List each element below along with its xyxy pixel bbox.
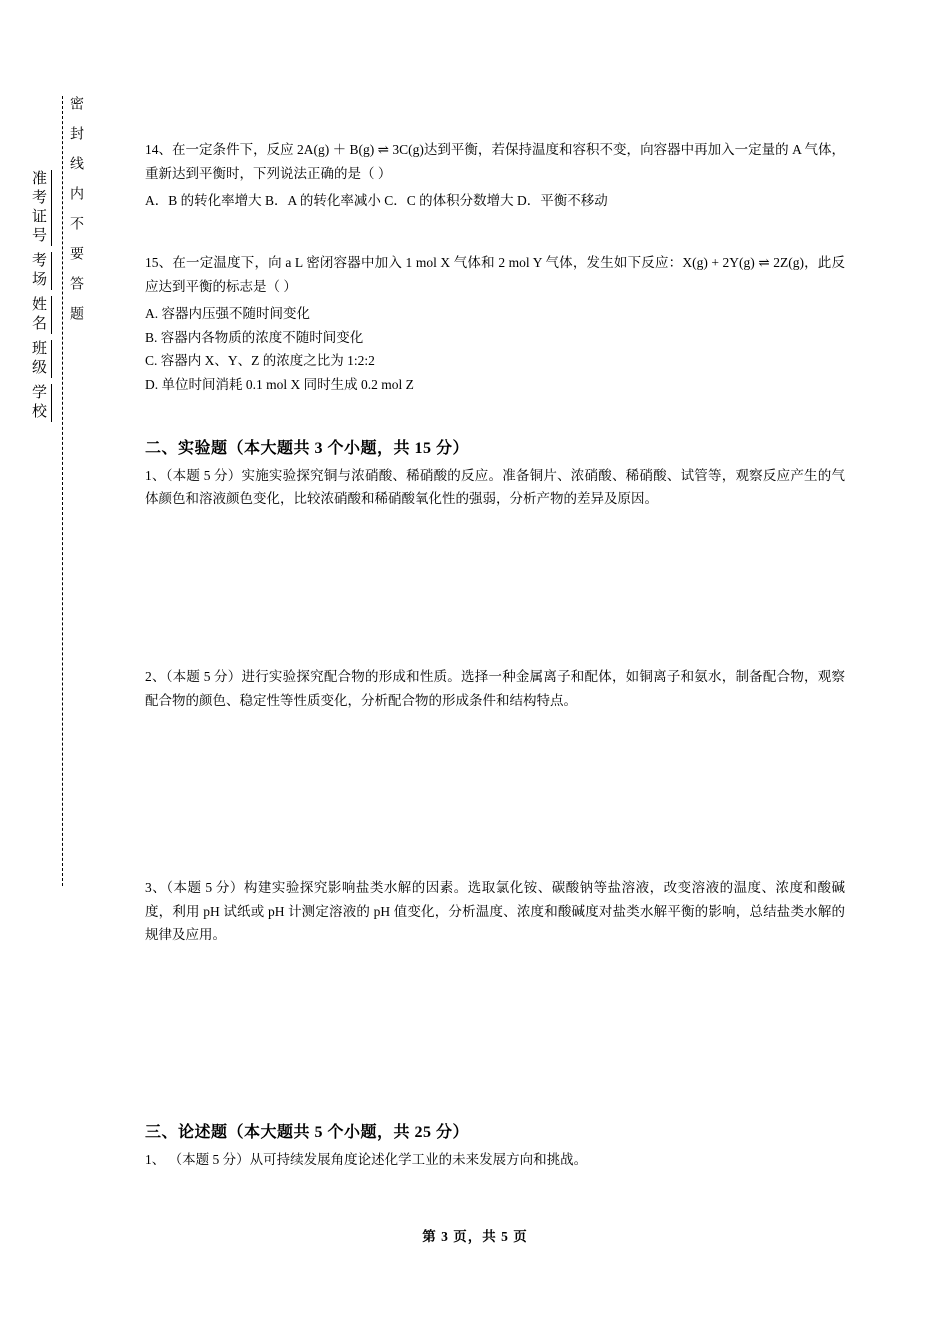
question-15 xyxy=(145,251,845,397)
left-margin-area xyxy=(0,0,145,1344)
question-14-options: A．B 的转化率增大 B．A 的转化率减小 C．C 的体积分数增大 D．平衡不移动 xyxy=(145,193,608,209)
answer-space-2-2[interactable] xyxy=(145,716,845,876)
question-15-option-a: A. 容器内压强不随时间变化 xyxy=(145,306,310,322)
question-15-option-d: D. 单位时间消耗 0.1 mol X 同时生成 0.2 mol Z xyxy=(145,377,414,392)
field-exam-room: 考场 xyxy=(28,252,52,290)
question-15-option-c: C. 容器内 X、Y、Z 的浓度之比为 1:2:2 xyxy=(145,353,375,369)
field-class: 班级 xyxy=(28,340,52,378)
section-two-item-1: 1、（本题 5 分）实施实验探究铜与浓硝酸、稀硝酸的反应。准备铜片、浓硝酸、稀硝酸、试管等，观察反应产生的气体颜色和溶液颜色变化，比较浓硝酸和稀硝酸氧化性的强弱，分析产物的差异及原因。 xyxy=(145,467,845,507)
student-info-fields xyxy=(28,170,50,428)
section-three-item-1: 1、 （本题 5 分）从可持续发展角度论述化学工业的未来发展方向和挑战。 xyxy=(145,1152,588,1167)
question-content xyxy=(145,0,845,1176)
question-14-stem: 14、在一定条件下，反应 2A(g) ＋ B(g) ⇌ 3C(g)达到平衡，若保持温度和容积不变，向容器中再加入一定量的 A 气体，重新达到平衡时，下列说法正确的是（ ） xyxy=(145,142,845,181)
question-15-stem: 15、在一定温度下，向 a L 密闭容器中加入 1 mol X 气体和 2 mol Y 气体，发生如下反应：X(g) + 2Y(g) ⇌ 2Z(g)，此反应达到平衡的标志是（ ） xyxy=(145,254,845,294)
section-two-title: 二、实验题（本大题共 3 个小题，共 15 分） xyxy=(145,439,470,457)
section-three-title: 三、论述题（本大题共 5 个小题，共 25 分） xyxy=(145,1124,470,1141)
field-student-name: 姓名 xyxy=(28,296,52,334)
field-admission-number: 准考证号 xyxy=(28,170,52,246)
section-two-item-2: 2、（本题 5 分）进行实验探究配合物的形成和性质。选择一种金属离子和配体，如铜离子和氨水，制备配合物，观察配合物的颜色、稳定性等性质变化，分析配合物的形成条件和结构特点。 xyxy=(145,668,845,708)
sealing-line-notice xyxy=(62,96,87,886)
sealing-line-notice-text: 密封线内不要答题 xyxy=(68,96,83,336)
question-14 xyxy=(145,138,845,213)
question-15-option-b: B. 容器内各物质的浓度不随时间变化 xyxy=(145,329,364,345)
section-two-item-3: 3、（本题 5 分）构建实验探究影响盐类水解的因素。选取氯化铵、碳酸钠等盐溶液，改变溶液的温度、浓度和酸碱度，利用 pH 试纸或 pH 计测定溶液的 pH 值变化，分析温度、浓度和酸碱度对盐类水解平衡的影响，总结盐类水解的规律及应用。 xyxy=(145,880,845,943)
field-school: 学校 xyxy=(28,384,52,422)
page-footer: 第 3 页，共 5 页 xyxy=(422,1229,528,1244)
answer-space-2-1[interactable] xyxy=(145,515,845,665)
answer-space-2-3[interactable] xyxy=(145,951,845,1119)
